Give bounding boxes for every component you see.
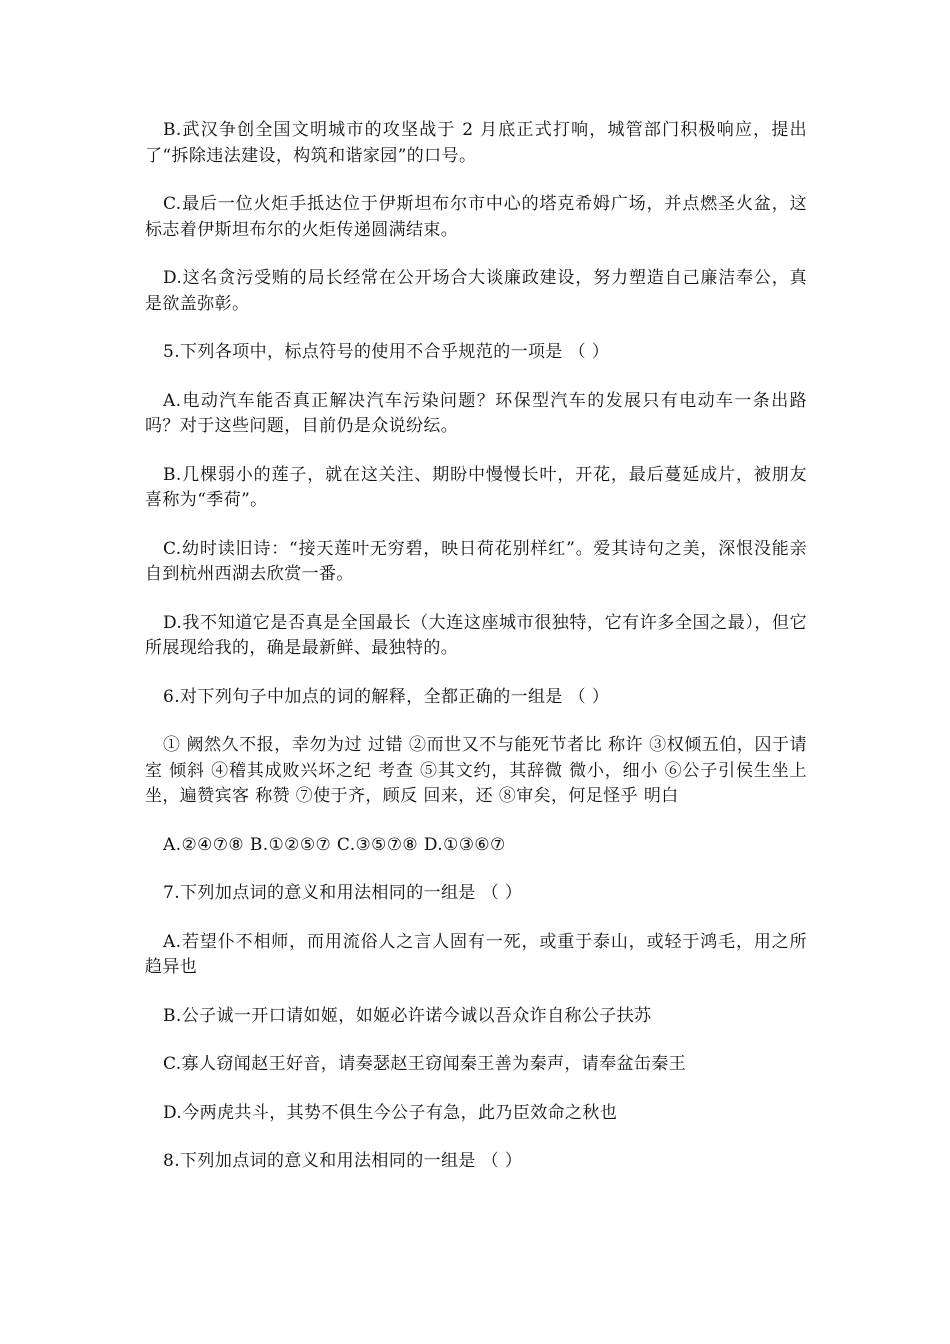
question-7-option-b: B.公子诚一开口请如姬，如姬必许诺今诚以吾众诈自称公子扶苏 [163, 1005, 652, 1026]
question-5-stem: 5.下列各项中，标点符号的使用不合乎规范的一项是 （ ） [163, 342, 610, 362]
question-5-option-d: D.我不知道它是否真是全国最长（大连这座城市很独特，它有许多全国之最），但它所展现给我的，确是最新鲜、最独特的。 [145, 612, 807, 658]
option-c-paragraph: C.最后一位火炬手抵达位于伊斯坦布尔市中心的塔克希姆广场，并点燃圣火盆，这标志着伊斯坦布尔的火炬传递圆满结束。 [145, 194, 807, 240]
question-6-stem: 6.对下列句子中加点的词的解释，全都正确的一组是 （ ） [163, 686, 610, 707]
question-6-options: A.②④⑦⑧ B.①②⑤⑦ C.③⑤⑦⑧ D.①③⑥⑦ [163, 834, 506, 855]
question-6-items: ① 阙然久不报，幸勿为过 过错 ②而世又不与能死节者比 称许 ③权倾五伯，囚于请室 倾斜 ④稽其成败兴坏之纪 考查 ⑤其文约，其辞微 微小，细小 ⑥公子引侯生坐上坐，遍赞宾客 称赞 ⑦使于齐，顾反 回来，还 ⑧审矣，何足怪乎 明白 [145, 735, 807, 806]
question-5-option-a: A.电动汽车能否真正解决汽车污染问题？环保型汽车的发展只有电动车一条出路吗？对于这些问题，目前仍是众说纷纭。 [145, 390, 807, 436]
option-b-paragraph: B.武汉争创全国文明城市的攻坚战于 2 月底正式打响，城管部门积极响应，提出了“拆除违法建设，构筑和谐家园”的口号。 [145, 120, 807, 166]
question-5-option-c: C.幼时读旧诗：“接天莲叶无穷碧，映日荷花别样红”。爱其诗句之美，深恨没能亲自到杭州西湖去欣赏一番。 [145, 538, 807, 584]
question-7-option-d: D.今两虎共斗，其势不俱生今公子有急，此乃臣效命之秋也 [163, 1102, 618, 1123]
question-7-stem: 7.下列加点词的意义和用法相同的一组是 （ ） [163, 883, 523, 903]
question-8-stem: 8.下列加点词的意义和用法相同的一组是 （ ） [163, 1151, 523, 1171]
document-page [145, 118, 807, 1198]
option-d-paragraph: D.这名贪污受贿的局长经常在公开场合大谈廉政建设，努力塑造自己廉洁奉公，真是欲盖弥彰。 [145, 268, 807, 314]
question-5-option-b: B.几棵弱小的莲子，就在这关注、期盼中慢慢长叶，开花，最后蔓延成片，被朋友喜称为“季荷”。 [145, 464, 807, 510]
question-7-option-a: A.若望仆不相师，而用流俗人之言人固有一死，或重于泰山，或轻于鸿毛，用之所趋异也 [145, 931, 807, 977]
question-7-option-c: C.寡人窃闻赵王好音，请奏瑟赵王窃闻秦王善为秦声，请奉盆缶秦王 [163, 1054, 687, 1074]
